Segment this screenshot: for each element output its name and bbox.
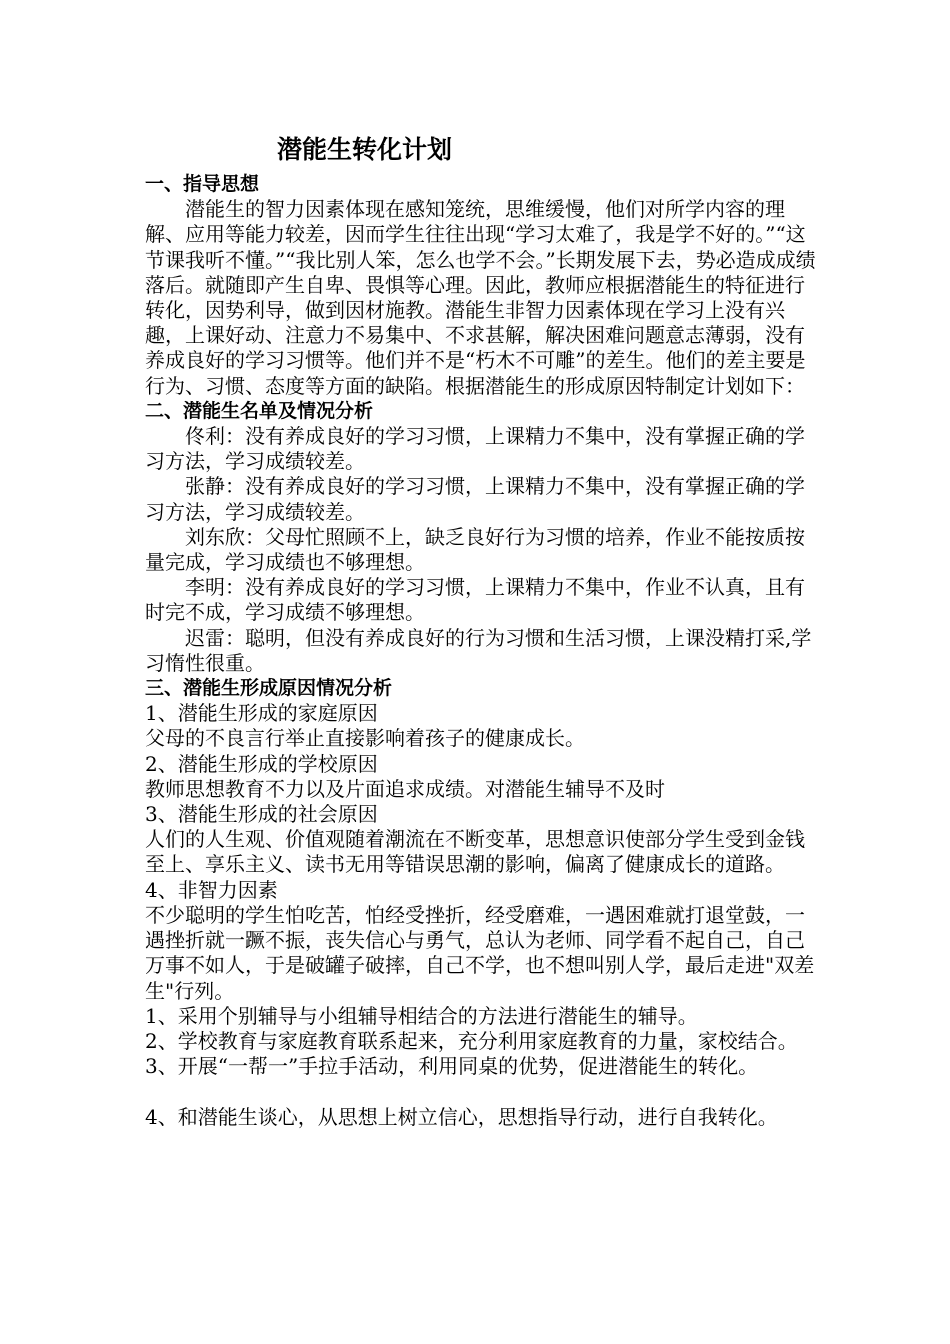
student-entry: 李明：没有养成良好的学习习惯，上课精力不集中，作业不认真，且有时完不成，学习成绩不够理想。 — [145, 575, 805, 625]
measure-item: 3、开展“一帮一”手拉手活动，利用同桌的优势，促进潜能生的转化。 — [145, 1054, 759, 1079]
section-heading-causes: 三、潜能生形成原因情况分析 — [145, 677, 393, 700]
guiding-ideology-paragraph: 潜能生的智力因素体现在感知笼统，思维缓慢，他们对所学内容的理解、应用等能力较差，因而学生往往出现“学习太难了，我是学不好的。”“这节课我听不懂。”“我比别人笨，怎么也学不会。”长期发展下去，势必造成成绩落后。就随即产生自卑、畏惧等心理。因此，教师应根据潜能生的特征进行转化，因势利导，做到因材施教。潜能生非智力因素体现在学习上没有兴趣，上课好动、注意力不易集中、不求甚解，解决困难问题意志薄弱，没有养成良好的学习习惯等。他们并不是“朽木不可雕”的差生。他们的差主要是行为、习惯、态度等方面的缺陷。根据潜能生的形成原因特制定计划如下： — [145, 197, 816, 398]
student-entry: 佟利：没有养成良好的学习习惯，上课精力不集中，没有掌握正确的学习方法，学习成绩较差。 — [145, 424, 805, 474]
cause-text: 教师思想教育不力以及片面追求成绩。对潜能生辅导不及时 — [145, 776, 665, 801]
blank-line — [145, 1079, 817, 1104]
section-heading-guiding-ideology: 一、指导思想 — [145, 173, 260, 195]
student-entry: 迟雷：聪明，但没有养成良好的行为习惯和生活习惯，上课没精打采,学习惰性很重。 — [145, 625, 812, 675]
measure-item: 1、采用个别辅导与小组辅导相结合的方法进行潜能生的辅导。 — [145, 1003, 698, 1028]
cause-text: 不少聪明的学生怕吃苦，怕经受挫折，经受磨难，一遇困难就打退堂鼓，一遇挫折就一蹶不振，丧失信心与勇气，总认为老师、同学看不起自己，自己万事不如人，于是破罐子破摔，自己不学，也不想叫别人学，最后走进"双差生"行列。 — [145, 902, 815, 1003]
cause-text: 父母的不良言行举止直接影响着孩子的健康成长。 — [145, 726, 585, 751]
cause-label: 3、潜能生形成的社会原因 — [145, 802, 378, 827]
document-title: 潜能生转化计划 — [277, 135, 453, 164]
cause-label: 1、潜能生形成的家庭原因 — [145, 701, 378, 726]
section-heading-student-list: 二、潜能生名单及情况分析 — [145, 399, 374, 422]
student-entry: 刘东欣：父母忙照顾不上，缺乏良好行为习惯的培养，作业不能按质按量完成，学习成绩也不够理想。 — [145, 524, 805, 575]
measure-item: 2、学校教育与家庭教育联系起来，充分利用家庭教育的力量，家校结合。 — [145, 1028, 798, 1053]
cause-text: 人们的人生观、价值观随着潮流在不断变革，思想意识使部分学生受到金钱至上、享乐主义、读书无用等错误思潮的影响，偏离了健康成长的道路。 — [145, 827, 805, 877]
student-entry: 张静：没有养成良好的学习习惯，上课精力不集中，没有掌握正确的学习方法，学习成绩较差。 — [145, 474, 805, 524]
cause-label: 4、非智力因素 — [145, 877, 278, 902]
cause-label: 2、潜能生形成的学校原因 — [145, 751, 378, 776]
measure-item: 4、和潜能生谈心，从思想上树立信心，思想指导行动，进行自我转化。 — [145, 1104, 778, 1129]
document-page — [145, 130, 817, 1130]
